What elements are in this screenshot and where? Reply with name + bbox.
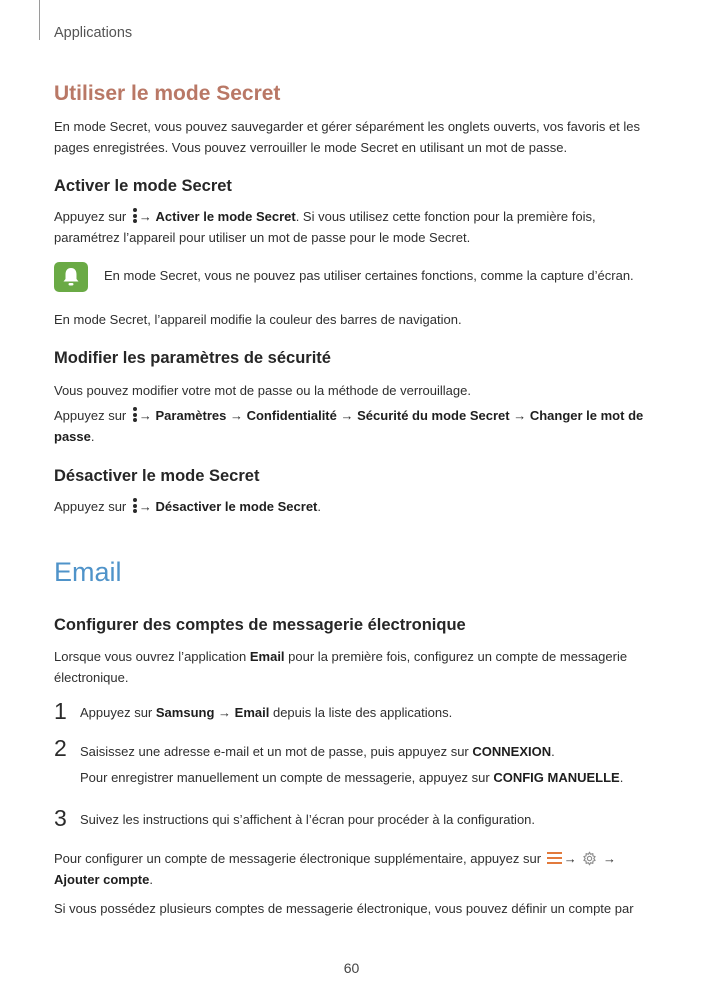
additional-account-instructions: Pour configurer un compte de messagerie électronique supplémentaire, appuyez sur → → Ajouter compte. <box>54 851 616 887</box>
step-text: Saisissez une adresse e-mail et un mot de passe, puis appuyez sur CONNEXION. <box>80 744 555 759</box>
page-edge-line <box>39 0 40 40</box>
more-options-icon <box>132 498 137 513</box>
step-text: Appuyez sur Samsung → Email depuis la liste des applications. <box>80 705 453 720</box>
step-text: Suivez les instructions qui s’affichent à l’écran pour procéder à la configuration. <box>80 812 536 827</box>
activate-instructions: Appuyez sur → Activer le mode Secret. Si vous utilisez cette fonction pour la première fois, paramétrez l’appareil pour utiliser un mot de passe pour le mode Secret. <box>54 209 596 245</box>
more-options-icon <box>132 208 137 223</box>
navigation-bar-text: En mode Secret, l’appareil modifie la couleur des barres de navigation. <box>54 312 462 327</box>
gear-icon <box>582 851 597 866</box>
deactivate-instructions: Appuyez sur → Désactiver le mode Secret. <box>54 499 322 514</box>
subsection-title-activate: Activer le mode Secret <box>54 177 232 195</box>
security-instructions: Appuyez sur → Paramètres → Confidentialité → Sécurité du mode Secret → Changer le mot de passe. <box>54 408 644 444</box>
step-number: 1 <box>54 698 67 724</box>
multiple-accounts-text: Si vous possédez plusieurs comptes de messagerie électronique, vous pouvez définir un compte par <box>54 901 634 916</box>
section-title-secret: Utiliser le mode Secret <box>54 82 281 105</box>
security-intro: Vous pouvez modifier votre mot de passe ou la méthode de verrouillage. <box>54 383 471 398</box>
subsection-title-deactivate: Désactiver le mode Secret <box>54 467 260 485</box>
step-number: 2 <box>54 735 67 761</box>
page-header: Applications <box>54 25 133 41</box>
config-intro: Lorsque vous ouvrez l’application Email pour la première fois, configurez un compte de messagerie électronique. <box>54 649 628 685</box>
step-3 <box>54 805 650 835</box>
note-icon <box>54 262 88 292</box>
menu-icon <box>547 852 562 864</box>
step-2 <box>54 735 650 795</box>
section-title-email: Email <box>54 557 122 587</box>
subsection-title-security: Modifier les paramètres de sécurité <box>54 349 331 367</box>
note-text: En mode Secret, vous ne pouvez pas utiliser certaines fonctions, comme la capture d’écran. <box>104 268 634 283</box>
secret-intro: En mode Secret, vous pouvez sauvegarder et gérer séparément les onglets ouverts, vos favoris et les pages enregistrées. Vous pouvez verrouiller le mode Secret en utilisant un mot de passe. <box>54 119 641 155</box>
step-1 <box>54 698 650 728</box>
page-number: 60 <box>343 960 360 976</box>
step-subtext: Pour enregistrer manuellement un compte de messagerie, appuyez sur CONFIG MANUELLE. <box>80 770 624 785</box>
subsection-title-config: Configurer des comptes de messagerie électronique <box>54 616 466 634</box>
bell-icon <box>62 267 80 287</box>
more-options-icon <box>132 407 137 422</box>
step-number: 3 <box>54 805 67 831</box>
